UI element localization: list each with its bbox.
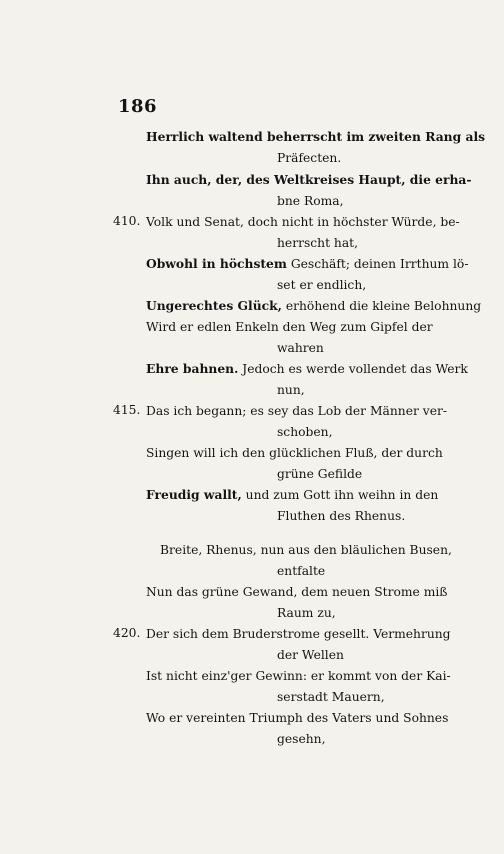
verse-bold-text: Freudig wallt, bbox=[146, 487, 242, 502]
verse-number: 410. bbox=[113, 214, 141, 228]
verse-line bbox=[277, 466, 362, 482]
verse-text: Jedoch es werde vollendet das Werk bbox=[238, 362, 468, 376]
verse-text: Geschäft; deinen Irrthum lö- bbox=[286, 257, 469, 271]
verse-line bbox=[146, 403, 447, 419]
verse-text: grüne Gefilde bbox=[277, 467, 363, 481]
verse-text: bne Roma, bbox=[277, 194, 344, 208]
verse-text: wahren bbox=[277, 341, 324, 355]
verse-text: gesehn, bbox=[277, 732, 326, 746]
verse-text: Nun das grüne Gewand, dem neuen Strome miß bbox=[146, 585, 448, 599]
verse-line bbox=[146, 626, 451, 642]
verse-line bbox=[146, 445, 443, 461]
verse-text: Wird er edlen Enkeln den Weg zum Gipfel der bbox=[146, 320, 433, 334]
verse-line bbox=[277, 277, 366, 293]
verse-bold-text: Obwohl in höchstem bbox=[146, 256, 287, 271]
verse-line bbox=[146, 361, 468, 377]
verse-line bbox=[277, 689, 385, 705]
verse-line bbox=[146, 298, 481, 314]
verse-bold-text: Ungerechtes Glück, bbox=[146, 298, 282, 313]
verse-line bbox=[146, 584, 448, 600]
verse-text: Ist nicht einz'ger Gewinn: er kommt von der Kai- bbox=[146, 669, 451, 683]
verse-text: Das ich begann; es sey das Lob der Männer ver- bbox=[146, 404, 448, 418]
page-number: 186 bbox=[118, 96, 158, 117]
verse-line bbox=[277, 605, 336, 621]
verse-number: 420. bbox=[113, 626, 141, 640]
verse-text: Volk und Senat, doch nicht in höchster Würde, be- bbox=[146, 215, 460, 229]
verse-text: serstadt Mauern, bbox=[277, 690, 385, 704]
verse-text: Der sich dem Bruderstrome gesellt. Vermehrung bbox=[146, 627, 451, 641]
verse-line bbox=[277, 340, 324, 356]
verse-number: 415. bbox=[113, 403, 141, 417]
verse-line bbox=[146, 129, 485, 145]
verse-text: herrscht hat, bbox=[277, 236, 359, 250]
verse-line bbox=[277, 235, 358, 251]
verse-line bbox=[277, 647, 344, 663]
verse-line bbox=[277, 382, 305, 398]
verse-line bbox=[146, 710, 448, 726]
verse-line bbox=[146, 214, 460, 230]
verse-text: Präfecten. bbox=[277, 151, 342, 165]
verse-line bbox=[146, 172, 472, 188]
verse-line bbox=[146, 668, 451, 684]
verse-line bbox=[146, 256, 468, 272]
verse-text: Wo er vereinten Triumph des Vaters und Sohnes bbox=[146, 711, 449, 725]
verse-text: schoben, bbox=[277, 425, 333, 439]
verse-line bbox=[277, 193, 344, 209]
verse-text: Fluthen des Rhenus. bbox=[277, 509, 406, 523]
verse-text: Breite, Rhenus, nun aus den bläulichen Busen, bbox=[160, 543, 452, 557]
verse-text: erhöhend die kleine Belohnung bbox=[281, 299, 482, 313]
verse-bold-text: Ihn auch, der, des Weltkreises Haupt, die erha- bbox=[146, 172, 472, 187]
verse-line bbox=[160, 542, 452, 558]
verse-bold-text: Ehre bahnen. bbox=[146, 361, 239, 376]
verse-line bbox=[277, 508, 405, 524]
verse-text: set er endlich, bbox=[277, 278, 367, 292]
verse-line bbox=[146, 319, 433, 335]
verse-text: entfalte bbox=[277, 564, 326, 578]
verse-text: Raum zu, bbox=[277, 606, 336, 620]
verse-line bbox=[277, 424, 333, 440]
verse-bold-text: Herrlich waltend beherrscht im zweiten Rang als bbox=[146, 129, 486, 144]
verse-line bbox=[146, 487, 438, 503]
verse-line bbox=[277, 731, 326, 747]
verse-line bbox=[277, 150, 341, 166]
verse-text: der Wellen bbox=[277, 648, 344, 662]
verse-line bbox=[277, 563, 325, 579]
verse-text: und zum Gott ihn weihn in den bbox=[241, 488, 439, 502]
verse-text: nun, bbox=[277, 383, 305, 397]
verse-text: Singen will ich den glücklichen Fluß, der durch bbox=[146, 446, 443, 460]
